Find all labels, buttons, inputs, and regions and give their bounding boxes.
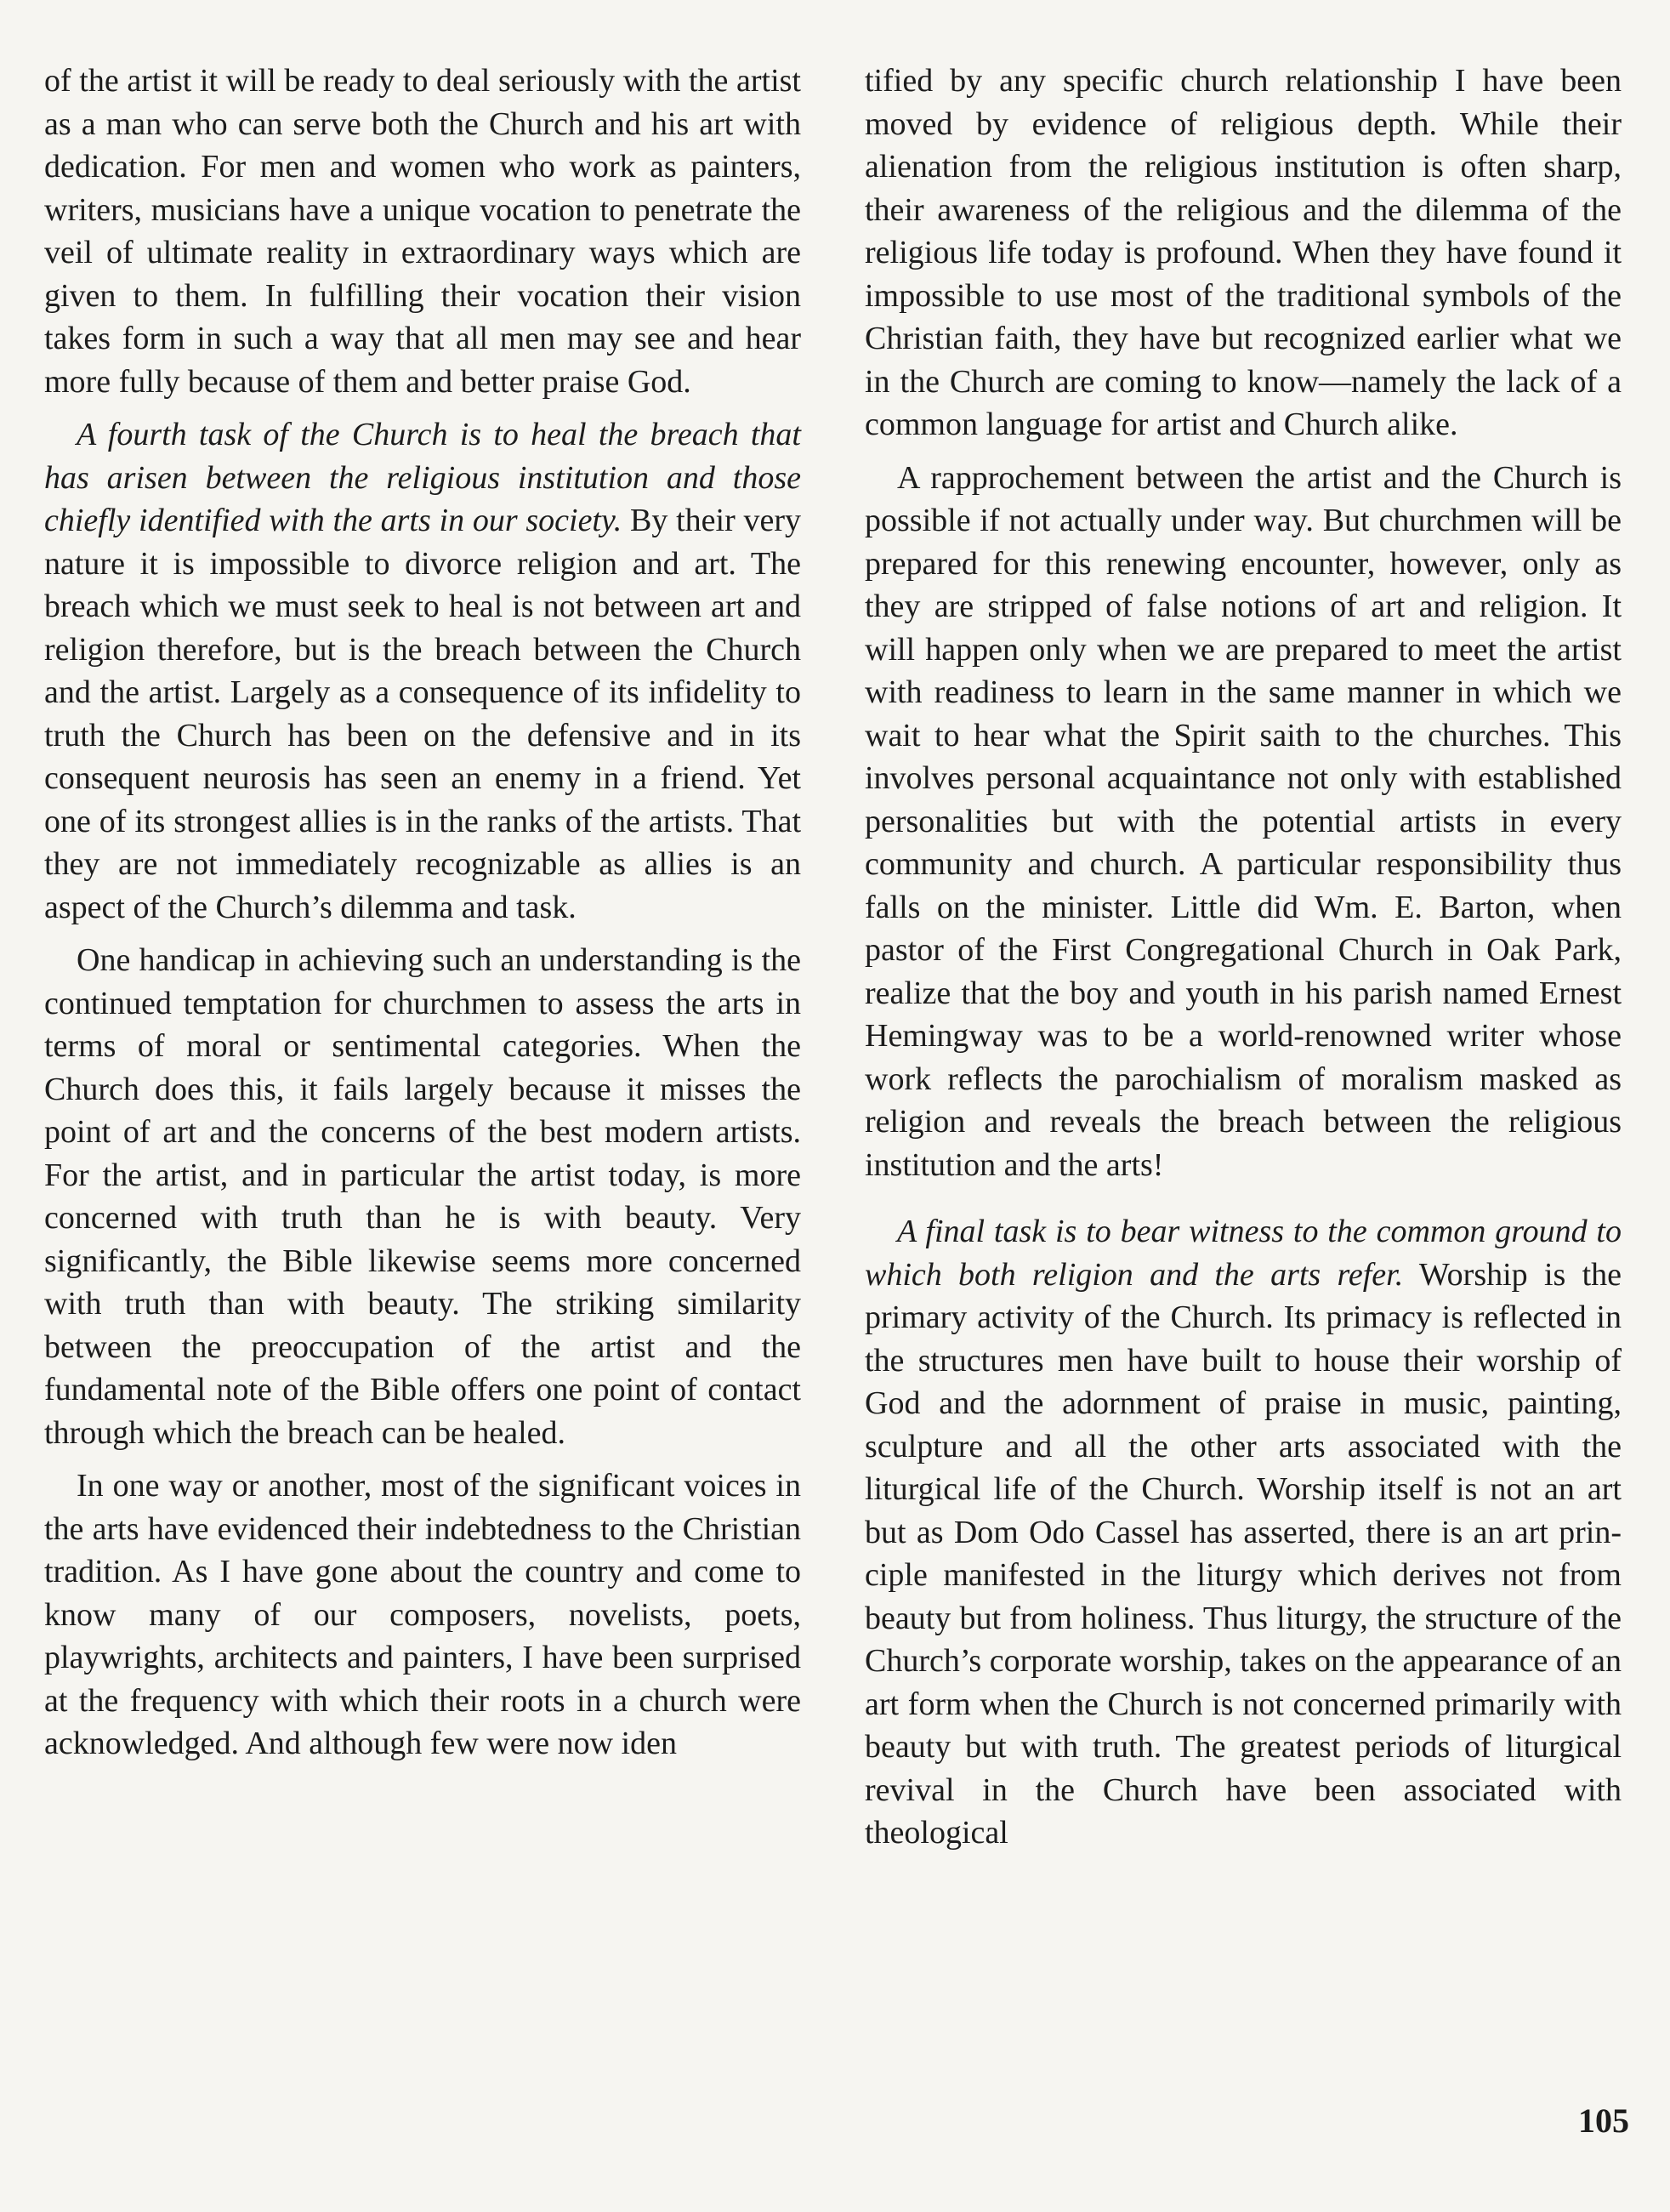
italic-lead-final-task: A final task is to bear witness to the common ground to which both religion and the arts refer.: [865, 1214, 1622, 1293]
right-column: [865, 60, 1622, 1865]
paragraph-left-4: In one way or another, most of the significant voices in the arts have evidenced their indebtedness to the Christian tradition. As I have gone about the country and come to know many of our composers, novelists, poets, playwrights, architects and painters, I have been surprised at the frequency with which their roots in a church were acknowledged. And although few were now iden: [44, 1468, 801, 1761]
paragraph-left-2: [44, 413, 801, 929]
paragraph-right-3: [865, 1210, 1622, 1855]
paragraph-left-1: of the artist it will be ready to deal seriously with the artist as a man who can serve both the Church and his art with dedication. For men and women who work as painters, writers, musicians have a unique vocation to penetrate the veil of ultimate reality in extraordinary ways which are given to them. In fulfilling their vocation their vision takes form in such a way that all men may see and hear more fully because of them and better praise God.: [44, 63, 801, 400]
paragraph-right-2: A rapprochement between the artist and the Church is possible if not actually under way. But churchmen will be prepared for this renewing encounter, however, only as they are stripped of false notions of art and religion. It will happen only when we are prepared to meet the artist with readiness to learn in the same manner in which we wait to hear what the Spirit saith to the churches. This involves personal acquaintance not only with established personalities but with the potential artists in every community and church. A particular responsibility thus falls on the minister. Little did Wm. E. Barton, when pastor of the First Congregational Church in Oak Park, realize that the boy and youth in his parish named Ernest Hemingway was to be a world-renowned writer whose work reflects the parochialism of moralism masked as religion and reveals the breach between the religious institution and the arts!: [865, 459, 1622, 1183]
paragraph-right-1: tified by any specific church relationship I have been moved by evidence of religious depth. While their alienation from the religious institution is often sharp, their awareness of the religious and the dilemma of the religious life today is profound. When they have found it impossible to use most of the traditional symbols of the Christian faith, they have but recognized earlier what we in the Church are coming to know—namely the lack of a common language for artist and Church alike.: [865, 63, 1622, 442]
page-number: 105: [1578, 2101, 1629, 2140]
left-column: [44, 60, 801, 1776]
paragraph-left-2-body: By their very nature it is impossible to divorce religion and art. The breach which we must seek to heal is not between art and religion therefore, but is the breach between the Church and the artist. Largely as a consequence of its infidelity to truth the Church has been on the defensive and in its consequent neurosis has seen an enemy in a friend. Yet one of its strongest allies is in the ranks of the artists. That they are not immediately recognizable as allies is an aspect of the Church’s dilemma and task.: [44, 503, 801, 925]
paragraph-right-3-body: Worship is the primary activity of the Church. Its primacy is reflected in the structures men have built to house their worship of God and the adornment of praise in music, painting, sculpture and all the other arts associated with the liturgical life of the Church. Worship itself is not an art but as Dom Odo Cassel has asserted, there is an art principle manifested in the liturgy which derives not from beauty but from holiness. Thus liturgy, the structure of the Church’s corporate worship, takes on the appearance of an art form when the Church is not concerned primarily with beauty but with truth. The greatest periods of liturgical revival in the Church have been associated with theological: [865, 1256, 1622, 1851]
paragraph-left-3: One handicap in achieving such an understanding is the continued temptation for churchmen to assess the arts in terms of moral or sentimental categories. When the Church does this, it fails largely because it misses the point of art and the concerns of the best modern artists. For the artist, and in particular the artist today, is more concerned with truth than he is with beauty. Very significantly, the Bible likewise seems more concerned with truth than with beauty. The striking similarity between the preoccupation of the artist and the fundamental note of the Bible offers one point of contact through which the breach can be healed.: [44, 942, 801, 1451]
italic-lead-fourth-task: A fourth task of the Church is to heal the breach that has arisen between the religious institution and those chiefly identified with the arts in our society.: [44, 417, 801, 538]
